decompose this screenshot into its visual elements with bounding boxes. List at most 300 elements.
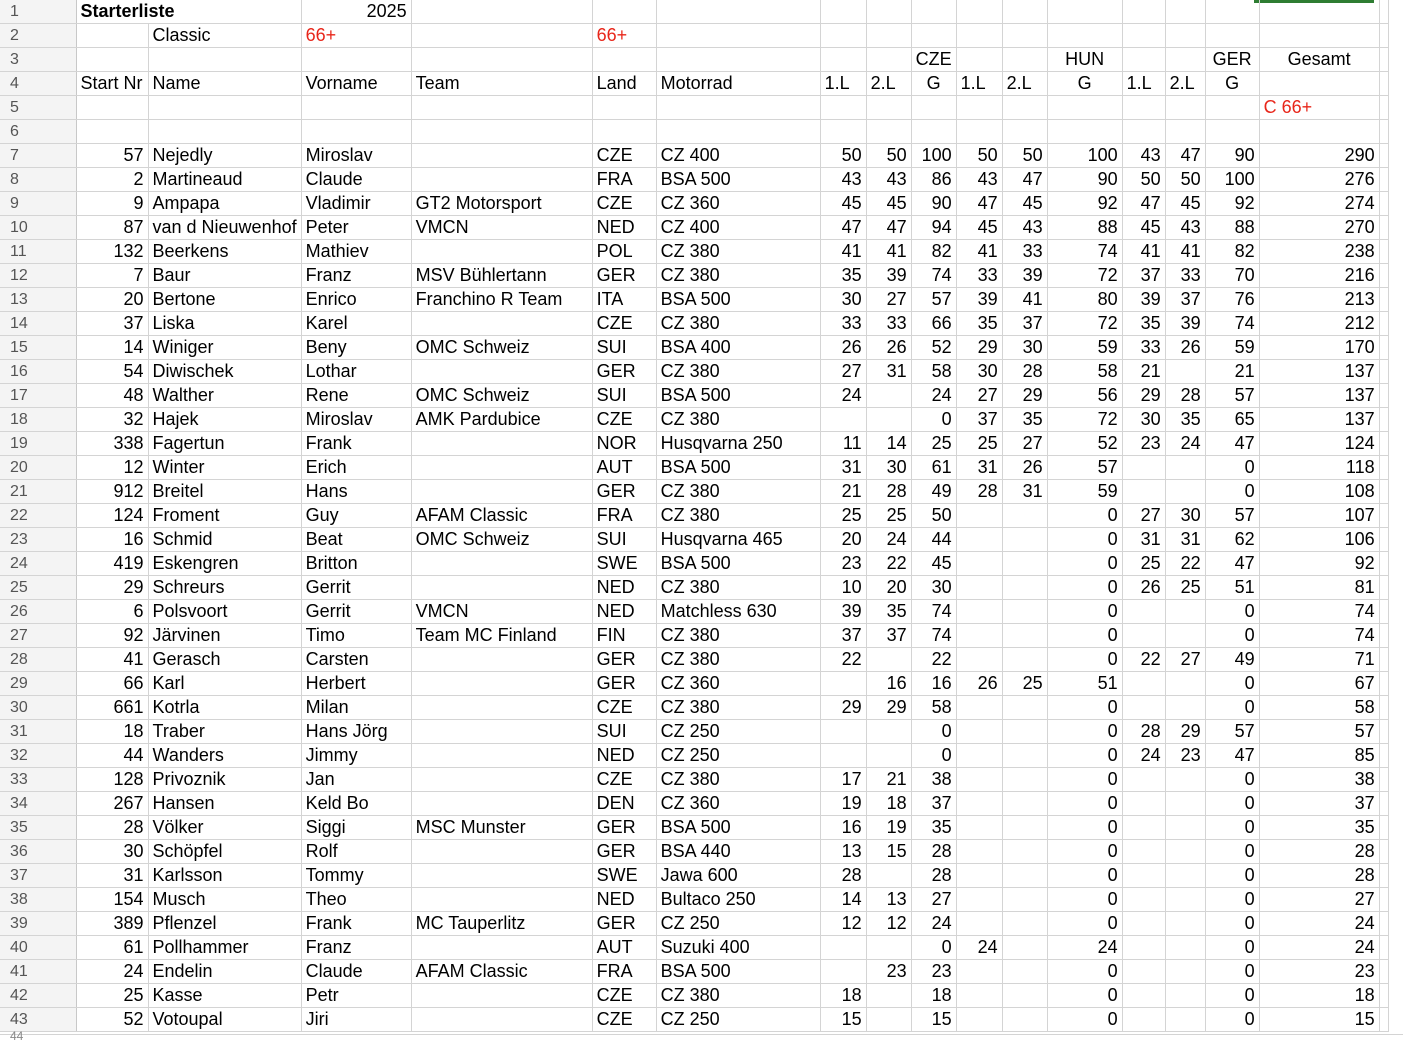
- row-header[interactable]: 7: [0, 144, 76, 168]
- ger-l1-cell[interactable]: [1122, 960, 1165, 984]
- team-cell[interactable]: [411, 480, 592, 504]
- ger-g-cell[interactable]: 0: [1205, 960, 1259, 984]
- ger-l2-cell[interactable]: [1165, 984, 1205, 1008]
- name-cell[interactable]: Liska: [148, 312, 301, 336]
- cze-l2-cell[interactable]: 26: [866, 336, 911, 360]
- ger-l2-cell[interactable]: [1165, 360, 1205, 384]
- name-cell[interactable]: Diwischek: [148, 360, 301, 384]
- name-cell[interactable]: Nejedly: [148, 144, 301, 168]
- hun-l2-cell[interactable]: 50: [1002, 144, 1047, 168]
- team-cell[interactable]: [411, 984, 592, 1008]
- ger-g-cell[interactable]: 0: [1205, 816, 1259, 840]
- race-cze-header[interactable]: CZE: [911, 48, 956, 72]
- cze-l2-cell[interactable]: 30: [866, 456, 911, 480]
- row-header[interactable]: 6: [0, 120, 76, 144]
- total-cell[interactable]: 28: [1259, 840, 1379, 864]
- total-cell[interactable]: 213: [1259, 288, 1379, 312]
- ger-l2-cell[interactable]: 33: [1165, 264, 1205, 288]
- land-cell[interactable]: GER: [592, 480, 656, 504]
- ger-l1-cell[interactable]: 25: [1122, 552, 1165, 576]
- start-nr-cell[interactable]: 661: [76, 696, 148, 720]
- hun-g-cell[interactable]: 0: [1047, 816, 1122, 840]
- hun-l1-cell[interactable]: [956, 768, 1002, 792]
- row-header[interactable]: 27: [0, 624, 76, 648]
- total-cell[interactable]: 92: [1259, 552, 1379, 576]
- row-header[interactable]: 21: [0, 480, 76, 504]
- cze-l2-cell[interactable]: [866, 384, 911, 408]
- row-header[interactable]: 4: [0, 72, 76, 96]
- total-cell[interactable]: 81: [1259, 576, 1379, 600]
- cze-l2-cell[interactable]: 29: [866, 696, 911, 720]
- name-cell[interactable]: Schreurs: [148, 576, 301, 600]
- ger-l1-cell[interactable]: [1122, 1008, 1165, 1032]
- ger-g-cell[interactable]: 21: [1205, 360, 1259, 384]
- hun-g-cell[interactable]: 72: [1047, 264, 1122, 288]
- hun-l1-cell[interactable]: 24: [956, 936, 1002, 960]
- row-header[interactable]: 41: [0, 960, 76, 984]
- cze-l1-cell[interactable]: 43: [820, 168, 866, 192]
- ger-l1-cell[interactable]: 41: [1122, 240, 1165, 264]
- ger-l1-cell[interactable]: 45: [1122, 216, 1165, 240]
- col-header-hun-l1[interactable]: 1.L: [956, 72, 1002, 96]
- hun-l1-cell[interactable]: [956, 984, 1002, 1008]
- start-nr-cell[interactable]: 338: [76, 432, 148, 456]
- name-cell[interactable]: Privoznik: [148, 768, 301, 792]
- race-ger-header[interactable]: GER: [1205, 48, 1259, 72]
- row-header[interactable]: 38: [0, 888, 76, 912]
- ger-l1-cell[interactable]: 33: [1122, 336, 1165, 360]
- cze-g-cell[interactable]: 15: [911, 1008, 956, 1032]
- ger-l1-cell[interactable]: [1122, 984, 1165, 1008]
- ger-l2-cell[interactable]: 37: [1165, 288, 1205, 312]
- cze-g-cell[interactable]: 28: [911, 864, 956, 888]
- total-cell[interactable]: 170: [1259, 336, 1379, 360]
- land-cell[interactable]: CZE: [592, 1008, 656, 1032]
- cze-g-cell[interactable]: 27: [911, 888, 956, 912]
- motorrad-cell[interactable]: CZ 380: [656, 768, 820, 792]
- start-nr-cell[interactable]: 44: [76, 744, 148, 768]
- hun-l2-cell[interactable]: [1002, 552, 1047, 576]
- ger-g-cell[interactable]: 0: [1205, 936, 1259, 960]
- team-cell[interactable]: AFAM Classic: [411, 960, 592, 984]
- total-cell[interactable]: 57: [1259, 720, 1379, 744]
- team-cell[interactable]: [411, 1008, 592, 1032]
- row-header[interactable]: 30: [0, 696, 76, 720]
- hun-l2-cell[interactable]: [1002, 528, 1047, 552]
- ger-l1-cell[interactable]: [1122, 696, 1165, 720]
- land-cell[interactable]: CZE: [592, 144, 656, 168]
- cze-l1-cell[interactable]: 31: [820, 456, 866, 480]
- cze-l1-cell[interactable]: 10: [820, 576, 866, 600]
- vorname-cell[interactable]: Theo: [301, 888, 411, 912]
- row-header[interactable]: 42: [0, 984, 76, 1008]
- land-cell[interactable]: NED: [592, 216, 656, 240]
- motorrad-cell[interactable]: CZ 360: [656, 192, 820, 216]
- hun-g-cell[interactable]: 100: [1047, 144, 1122, 168]
- start-nr-cell[interactable]: 57: [76, 144, 148, 168]
- hun-g-cell[interactable]: 88: [1047, 216, 1122, 240]
- motorrad-cell[interactable]: CZ 380: [656, 984, 820, 1008]
- name-cell[interactable]: Schmid: [148, 528, 301, 552]
- cze-l1-cell[interactable]: 27: [820, 360, 866, 384]
- col-header-cze-g[interactable]: G: [911, 72, 956, 96]
- cze-g-cell[interactable]: 35: [911, 816, 956, 840]
- motorrad-cell[interactable]: CZ 250: [656, 1008, 820, 1032]
- hun-l2-cell[interactable]: 37: [1002, 312, 1047, 336]
- vorname-cell[interactable]: Carsten: [301, 648, 411, 672]
- team-cell[interactable]: Franchino R Team: [411, 288, 592, 312]
- ger-l2-cell[interactable]: 24: [1165, 432, 1205, 456]
- vorname-cell[interactable]: Erich: [301, 456, 411, 480]
- name-cell[interactable]: Wanders: [148, 744, 301, 768]
- land-cell[interactable]: GER: [592, 264, 656, 288]
- ger-l1-cell[interactable]: 30: [1122, 408, 1165, 432]
- cze-g-cell[interactable]: 49: [911, 480, 956, 504]
- name-cell[interactable]: Breitel: [148, 480, 301, 504]
- hun-g-cell[interactable]: 72: [1047, 312, 1122, 336]
- ger-l2-cell[interactable]: 22: [1165, 552, 1205, 576]
- total-cell[interactable]: 107: [1259, 504, 1379, 528]
- row-header[interactable]: 31: [0, 720, 76, 744]
- ger-l2-cell[interactable]: 47: [1165, 144, 1205, 168]
- hun-l2-cell[interactable]: [1002, 1008, 1047, 1032]
- hun-l2-cell[interactable]: [1002, 912, 1047, 936]
- cze-l2-cell[interactable]: 31: [866, 360, 911, 384]
- hun-l1-cell[interactable]: [956, 744, 1002, 768]
- ger-l2-cell[interactable]: 27: [1165, 648, 1205, 672]
- col-header-hun-g[interactable]: G: [1047, 72, 1122, 96]
- cze-g-cell[interactable]: 82: [911, 240, 956, 264]
- land-cell[interactable]: CZE: [592, 192, 656, 216]
- cze-l1-cell[interactable]: 20: [820, 528, 866, 552]
- ger-l1-cell[interactable]: 28: [1122, 720, 1165, 744]
- row-header[interactable]: 33: [0, 768, 76, 792]
- motorrad-cell[interactable]: CZ 380: [656, 312, 820, 336]
- motorrad-cell[interactable]: CZ 250: [656, 720, 820, 744]
- motorrad-cell[interactable]: CZ 380: [656, 696, 820, 720]
- land-cell[interactable]: CZE: [592, 408, 656, 432]
- hun-l1-cell[interactable]: 25: [956, 432, 1002, 456]
- start-nr-cell[interactable]: 48: [76, 384, 148, 408]
- hun-l1-cell[interactable]: [956, 696, 1002, 720]
- vorname-cell[interactable]: Vladimir: [301, 192, 411, 216]
- ger-l1-cell[interactable]: 24: [1122, 744, 1165, 768]
- row-header[interactable]: 35: [0, 816, 76, 840]
- total-cell[interactable]: 274: [1259, 192, 1379, 216]
- start-nr-cell[interactable]: 54: [76, 360, 148, 384]
- hun-g-cell[interactable]: 0: [1047, 648, 1122, 672]
- ger-g-cell[interactable]: 0: [1205, 984, 1259, 1008]
- hun-l2-cell[interactable]: [1002, 696, 1047, 720]
- row-header[interactable]: 28: [0, 648, 76, 672]
- cze-l2-cell[interactable]: 41: [866, 240, 911, 264]
- vorname-cell[interactable]: Mathiev: [301, 240, 411, 264]
- ger-g-cell[interactable]: 57: [1205, 504, 1259, 528]
- land-cell[interactable]: NED: [592, 600, 656, 624]
- total-cell[interactable]: 74: [1259, 600, 1379, 624]
- ger-l2-cell[interactable]: 39: [1165, 312, 1205, 336]
- vorname-cell[interactable]: Jan: [301, 768, 411, 792]
- hun-l2-cell[interactable]: [1002, 744, 1047, 768]
- start-nr-cell[interactable]: 6: [76, 600, 148, 624]
- motorrad-cell[interactable]: CZ 400: [656, 144, 820, 168]
- cze-l1-cell[interactable]: 23: [820, 552, 866, 576]
- col-header-start-nr[interactable]: Start Nr: [76, 72, 148, 96]
- hun-l1-cell[interactable]: [956, 888, 1002, 912]
- cze-l2-cell[interactable]: [866, 864, 911, 888]
- ger-l1-cell[interactable]: [1122, 624, 1165, 648]
- ger-l2-cell[interactable]: 25: [1165, 576, 1205, 600]
- land-cell[interactable]: FRA: [592, 960, 656, 984]
- cze-g-cell[interactable]: 25: [911, 432, 956, 456]
- land-cell[interactable]: GER: [592, 816, 656, 840]
- ger-g-cell[interactable]: 0: [1205, 888, 1259, 912]
- ger-l1-cell[interactable]: [1122, 792, 1165, 816]
- land-cell[interactable]: CZE: [592, 768, 656, 792]
- col-header-cze-l2[interactable]: 2.L: [866, 72, 911, 96]
- ger-l1-cell[interactable]: [1122, 936, 1165, 960]
- cze-l2-cell[interactable]: 28: [866, 480, 911, 504]
- start-nr-cell[interactable]: 41: [76, 648, 148, 672]
- hun-l1-cell[interactable]: [956, 840, 1002, 864]
- total-cell[interactable]: 106: [1259, 528, 1379, 552]
- hun-l1-cell[interactable]: [956, 552, 1002, 576]
- total-cell[interactable]: 290: [1259, 144, 1379, 168]
- vorname-cell[interactable]: Claude: [301, 960, 411, 984]
- land-cell[interactable]: SUI: [592, 336, 656, 360]
- hun-g-cell[interactable]: 0: [1047, 840, 1122, 864]
- ger-g-cell[interactable]: 47: [1205, 432, 1259, 456]
- name-cell[interactable]: Hajek: [148, 408, 301, 432]
- land-cell[interactable]: GER: [592, 912, 656, 936]
- vorname-cell[interactable]: Milan: [301, 696, 411, 720]
- cze-g-cell[interactable]: 30: [911, 576, 956, 600]
- hun-l2-cell[interactable]: 31: [1002, 480, 1047, 504]
- hun-l2-cell[interactable]: [1002, 960, 1047, 984]
- land-cell[interactable]: GER: [592, 840, 656, 864]
- land-cell[interactable]: POL: [592, 240, 656, 264]
- row-header[interactable]: 26: [0, 600, 76, 624]
- name-cell[interactable]: Winiger: [148, 336, 301, 360]
- hun-g-cell[interactable]: 57: [1047, 456, 1122, 480]
- cze-l2-cell[interactable]: 37: [866, 624, 911, 648]
- team-cell[interactable]: [411, 888, 592, 912]
- start-nr-cell[interactable]: 28: [76, 816, 148, 840]
- row-header[interactable]: 10: [0, 216, 76, 240]
- row-header[interactable]: 22: [0, 504, 76, 528]
- ger-l2-cell[interactable]: [1165, 1008, 1205, 1032]
- name-cell[interactable]: van d Nieuwenhof: [148, 216, 301, 240]
- cze-g-cell[interactable]: 24: [911, 384, 956, 408]
- hun-l1-cell[interactable]: [956, 960, 1002, 984]
- cze-l1-cell[interactable]: 41: [820, 240, 866, 264]
- start-nr-cell[interactable]: 32: [76, 408, 148, 432]
- hun-g-cell[interactable]: 0: [1047, 768, 1122, 792]
- team-cell[interactable]: [411, 648, 592, 672]
- cze-l2-cell[interactable]: 47: [866, 216, 911, 240]
- hun-l1-cell[interactable]: [956, 720, 1002, 744]
- ger-g-cell[interactable]: 0: [1205, 792, 1259, 816]
- ger-l1-cell[interactable]: [1122, 480, 1165, 504]
- hun-l1-cell[interactable]: 28: [956, 480, 1002, 504]
- total-cell[interactable]: 276: [1259, 168, 1379, 192]
- team-cell[interactable]: [411, 792, 592, 816]
- team-cell[interactable]: [411, 456, 592, 480]
- hun-l1-cell[interactable]: 31: [956, 456, 1002, 480]
- start-nr-cell[interactable]: 66: [76, 672, 148, 696]
- land-cell[interactable]: GER: [592, 672, 656, 696]
- ger-l2-cell[interactable]: [1165, 696, 1205, 720]
- cze-l2-cell[interactable]: 24: [866, 528, 911, 552]
- cze-g-cell[interactable]: 94: [911, 216, 956, 240]
- ger-l1-cell[interactable]: [1122, 840, 1165, 864]
- start-nr-cell[interactable]: 87: [76, 216, 148, 240]
- total-cell[interactable]: 27: [1259, 888, 1379, 912]
- total-cell[interactable]: 67: [1259, 672, 1379, 696]
- row-header[interactable]: 44: [10, 1029, 24, 1043]
- cze-l1-cell[interactable]: 26: [820, 336, 866, 360]
- cze-l2-cell[interactable]: 12: [866, 912, 911, 936]
- cze-g-cell[interactable]: 0: [911, 720, 956, 744]
- class-red-cell-2[interactable]: 66+: [592, 24, 656, 48]
- total-cell[interactable]: 216: [1259, 264, 1379, 288]
- cze-l2-cell[interactable]: [866, 1008, 911, 1032]
- cze-l1-cell[interactable]: [820, 936, 866, 960]
- hun-l2-cell[interactable]: [1002, 720, 1047, 744]
- ger-l2-cell[interactable]: [1165, 600, 1205, 624]
- ger-g-cell[interactable]: 100: [1205, 168, 1259, 192]
- motorrad-cell[interactable]: BSA 500: [656, 456, 820, 480]
- ger-l1-cell[interactable]: [1122, 600, 1165, 624]
- cze-l1-cell[interactable]: 35: [820, 264, 866, 288]
- ger-g-cell[interactable]: 59: [1205, 336, 1259, 360]
- start-nr-cell[interactable]: 267: [76, 792, 148, 816]
- name-cell[interactable]: Martineaud: [148, 168, 301, 192]
- ger-l2-cell[interactable]: 31: [1165, 528, 1205, 552]
- cze-l2-cell[interactable]: 50: [866, 144, 911, 168]
- ger-l1-cell[interactable]: 27: [1122, 504, 1165, 528]
- ger-g-cell[interactable]: 62: [1205, 528, 1259, 552]
- class-red-cell[interactable]: 66+: [301, 24, 411, 48]
- cze-l2-cell[interactable]: 13: [866, 888, 911, 912]
- cze-l2-cell[interactable]: 14: [866, 432, 911, 456]
- team-cell[interactable]: [411, 168, 592, 192]
- hun-l1-cell[interactable]: [956, 600, 1002, 624]
- row-header[interactable]: 1: [0, 0, 76, 24]
- start-nr-cell[interactable]: 7: [76, 264, 148, 288]
- hun-l1-cell[interactable]: 29: [956, 336, 1002, 360]
- hun-g-cell[interactable]: 80: [1047, 288, 1122, 312]
- team-cell[interactable]: AMK Pardubice: [411, 408, 592, 432]
- ger-g-cell[interactable]: 0: [1205, 600, 1259, 624]
- row-header[interactable]: 5: [0, 96, 76, 120]
- land-cell[interactable]: SUI: [592, 384, 656, 408]
- team-cell[interactable]: GT2 Motorsport: [411, 192, 592, 216]
- hun-l2-cell[interactable]: 26: [1002, 456, 1047, 480]
- hun-l2-cell[interactable]: 45: [1002, 192, 1047, 216]
- motorrad-cell[interactable]: Jawa 600: [656, 864, 820, 888]
- row-header[interactable]: 39: [0, 912, 76, 936]
- name-cell[interactable]: Gerasch: [148, 648, 301, 672]
- hun-l2-cell[interactable]: [1002, 504, 1047, 528]
- name-cell[interactable]: Polsvoort: [148, 600, 301, 624]
- cze-g-cell[interactable]: 18: [911, 984, 956, 1008]
- cze-l1-cell[interactable]: 17: [820, 768, 866, 792]
- ger-l2-cell[interactable]: 23: [1165, 744, 1205, 768]
- hun-l2-cell[interactable]: 47: [1002, 168, 1047, 192]
- hun-g-cell[interactable]: 0: [1047, 552, 1122, 576]
- ger-l1-cell[interactable]: 23: [1122, 432, 1165, 456]
- total-cell[interactable]: 85: [1259, 744, 1379, 768]
- cze-l1-cell[interactable]: 15: [820, 1008, 866, 1032]
- name-cell[interactable]: Traber: [148, 720, 301, 744]
- vorname-cell[interactable]: Claude: [301, 168, 411, 192]
- motorrad-cell[interactable]: Husqvarna 465: [656, 528, 820, 552]
- land-cell[interactable]: SUI: [592, 720, 656, 744]
- ger-l1-cell[interactable]: 21: [1122, 360, 1165, 384]
- hun-l2-cell[interactable]: 41: [1002, 288, 1047, 312]
- hun-l2-cell[interactable]: [1002, 936, 1047, 960]
- motorrad-cell[interactable]: CZ 250: [656, 744, 820, 768]
- ger-g-cell[interactable]: 0: [1205, 480, 1259, 504]
- ger-l2-cell[interactable]: [1165, 936, 1205, 960]
- land-cell[interactable]: FRA: [592, 168, 656, 192]
- cze-g-cell[interactable]: 38: [911, 768, 956, 792]
- name-cell[interactable]: Ampapa: [148, 192, 301, 216]
- start-nr-cell[interactable]: 124: [76, 504, 148, 528]
- hun-l1-cell[interactable]: [956, 528, 1002, 552]
- row-header[interactable]: 40: [0, 936, 76, 960]
- ger-g-cell[interactable]: 65: [1205, 408, 1259, 432]
- land-cell[interactable]: AUT: [592, 936, 656, 960]
- row-header[interactable]: 24: [0, 552, 76, 576]
- start-nr-cell[interactable]: 16: [76, 528, 148, 552]
- cze-l1-cell[interactable]: 12: [820, 912, 866, 936]
- year-cell[interactable]: 2025: [301, 0, 411, 24]
- hun-l2-cell[interactable]: 33: [1002, 240, 1047, 264]
- start-nr-cell[interactable]: 31: [76, 864, 148, 888]
- cze-l1-cell[interactable]: [820, 744, 866, 768]
- motorrad-cell[interactable]: BSA 500: [656, 816, 820, 840]
- total-cell[interactable]: 118: [1259, 456, 1379, 480]
- ger-l2-cell[interactable]: [1165, 792, 1205, 816]
- land-cell[interactable]: FIN: [592, 624, 656, 648]
- motorrad-cell[interactable]: BSA 500: [656, 960, 820, 984]
- ger-l2-cell[interactable]: [1165, 768, 1205, 792]
- ger-l1-cell[interactable]: [1122, 888, 1165, 912]
- col-header-hun-l2[interactable]: 2.L: [1002, 72, 1047, 96]
- motorrad-cell[interactable]: CZ 380: [656, 264, 820, 288]
- land-cell[interactable]: NOR: [592, 432, 656, 456]
- cze-g-cell[interactable]: 74: [911, 624, 956, 648]
- cze-g-cell[interactable]: 52: [911, 336, 956, 360]
- vorname-cell[interactable]: Jiri: [301, 1008, 411, 1032]
- hun-l1-cell[interactable]: [956, 864, 1002, 888]
- cze-l2-cell[interactable]: 25: [866, 504, 911, 528]
- cze-l2-cell[interactable]: [866, 408, 911, 432]
- ger-l2-cell[interactable]: 50: [1165, 168, 1205, 192]
- hun-g-cell[interactable]: 0: [1047, 624, 1122, 648]
- name-cell[interactable]: Hansen: [148, 792, 301, 816]
- cze-l2-cell[interactable]: 20: [866, 576, 911, 600]
- cze-g-cell[interactable]: 24: [911, 912, 956, 936]
- total-cell[interactable]: 270: [1259, 216, 1379, 240]
- cze-g-cell[interactable]: 0: [911, 408, 956, 432]
- vorname-cell[interactable]: Hans: [301, 480, 411, 504]
- hun-g-cell[interactable]: 52: [1047, 432, 1122, 456]
- ger-l1-cell[interactable]: [1122, 672, 1165, 696]
- hun-g-cell[interactable]: 0: [1047, 864, 1122, 888]
